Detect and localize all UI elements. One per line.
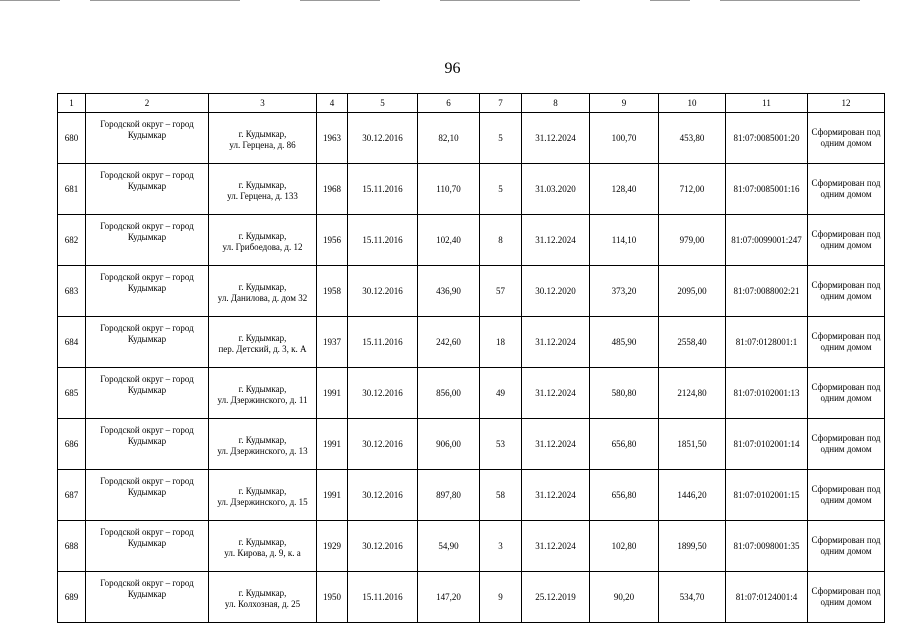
survey-date-cell: 15.11.2016 xyxy=(348,572,418,623)
status-cell: Сформирован под одним домом xyxy=(808,470,885,521)
register-table xyxy=(57,93,885,623)
build-year-cell: 1950 xyxy=(317,572,348,623)
build-year-cell: 1929 xyxy=(317,521,348,572)
area-value-cell: 110,70 xyxy=(418,164,480,215)
area-value-cell: 242,60 xyxy=(418,317,480,368)
column-header: 6 xyxy=(418,94,480,113)
value-col9-cell: 102,80 xyxy=(590,521,659,572)
area-value-cell: 856,00 xyxy=(418,368,480,419)
build-year-cell: 1991 xyxy=(317,470,348,521)
area-value-cell: 82,10 xyxy=(418,113,480,164)
residents-count-cell: 5 xyxy=(480,113,522,164)
value-col10-cell: 2095,00 xyxy=(659,266,726,317)
cadastral-number-cell: 81:07:0102001:13 xyxy=(726,368,808,419)
table-row xyxy=(58,572,885,623)
address-city: г. Кудымкар, xyxy=(238,435,287,445)
address-cell xyxy=(209,266,317,317)
status-cell: Сформирован под одним домом xyxy=(808,164,885,215)
scan-top-edge xyxy=(0,0,905,2)
address-cell xyxy=(209,470,317,521)
address-city: г. Кудымкар, xyxy=(238,333,287,343)
address-street: ул. Герцена, д. 133 xyxy=(227,191,298,201)
status-cell: Сформирован под одним домом xyxy=(808,572,885,623)
planned-date-cell: 31.12.2024 xyxy=(522,113,590,164)
row-number-cell: 685 xyxy=(58,368,86,419)
build-year-cell: 1963 xyxy=(317,113,348,164)
planned-date-cell: 31.03.2020 xyxy=(522,164,590,215)
column-header: 2 xyxy=(86,94,209,113)
row-number-cell: 687 xyxy=(58,470,86,521)
value-col9-cell: 373,20 xyxy=(590,266,659,317)
value-col9-cell: 656,80 xyxy=(590,419,659,470)
residents-count-cell: 18 xyxy=(480,317,522,368)
value-col10-cell: 712,00 xyxy=(659,164,726,215)
residents-count-cell: 5 xyxy=(480,164,522,215)
value-col9-cell: 128,40 xyxy=(590,164,659,215)
address-cell xyxy=(209,368,317,419)
address-street: ул. Кирова, д. 9, к. а xyxy=(224,548,301,558)
survey-date-cell: 30.12.2016 xyxy=(348,419,418,470)
survey-date-cell: 30.12.2016 xyxy=(348,368,418,419)
column-header: 7 xyxy=(480,94,522,113)
cadastral-number-cell: 81:07:0102001:14 xyxy=(726,419,808,470)
address-cell xyxy=(209,419,317,470)
value-col10-cell: 2558,40 xyxy=(659,317,726,368)
address-cell xyxy=(209,215,317,266)
municipality-cell: Городской округ – город Кудымкар xyxy=(86,215,209,266)
build-year-cell: 1958 xyxy=(317,266,348,317)
municipality-cell: Городской округ – город Кудымкар xyxy=(86,266,209,317)
municipality-cell: Городской округ – город Кудымкар xyxy=(86,470,209,521)
residents-count-cell: 58 xyxy=(480,470,522,521)
address-city: г. Кудымкар, xyxy=(238,384,287,394)
value-col10-cell: 2124,80 xyxy=(659,368,726,419)
address-street: ул. Колхозная, д. 25 xyxy=(224,599,301,609)
table-row xyxy=(58,317,885,368)
area-value-cell: 147,20 xyxy=(418,572,480,623)
status-cell: Сформирован под одним домом xyxy=(808,215,885,266)
value-col9-cell: 100,70 xyxy=(590,113,659,164)
planned-date-cell: 31.12.2024 xyxy=(522,470,590,521)
address-city: г. Кудымкар, xyxy=(238,180,287,190)
row-number-cell: 688 xyxy=(58,521,86,572)
address-cell xyxy=(209,113,317,164)
cadastral-number-cell: 81:07:0128001:1 xyxy=(726,317,808,368)
address-city: г. Кудымкар, xyxy=(238,486,287,496)
residents-count-cell: 57 xyxy=(480,266,522,317)
residents-count-cell: 53 xyxy=(480,419,522,470)
value-col9-cell: 485,90 xyxy=(590,317,659,368)
value-col10-cell: 979,00 xyxy=(659,215,726,266)
column-number-row xyxy=(58,94,885,113)
address-cell xyxy=(209,521,317,572)
value-col9-cell: 656,80 xyxy=(590,470,659,521)
row-number-cell: 689 xyxy=(58,572,86,623)
row-number-cell: 681 xyxy=(58,164,86,215)
municipality-cell: Городской округ – город Кудымкар xyxy=(86,419,209,470)
cadastral-number-cell: 81:07:0099001:247 xyxy=(726,215,808,266)
register-rows xyxy=(58,113,885,623)
cadastral-number-cell: 81:07:0085001:16 xyxy=(726,164,808,215)
address-city: г. Кудымкар, xyxy=(238,537,287,547)
table-row xyxy=(58,521,885,572)
status-cell: Сформирован под одним домом xyxy=(808,419,885,470)
planned-date-cell: 31.12.2024 xyxy=(522,521,590,572)
survey-date-cell: 30.12.2016 xyxy=(348,113,418,164)
planned-date-cell: 25.12.2019 xyxy=(522,572,590,623)
table-row xyxy=(58,368,885,419)
table-row xyxy=(58,470,885,521)
column-header: 12 xyxy=(808,94,885,113)
planned-date-cell: 31.12.2024 xyxy=(522,317,590,368)
residents-count-cell: 8 xyxy=(480,215,522,266)
value-col10-cell: 1446,20 xyxy=(659,470,726,521)
address-cell xyxy=(209,164,317,215)
status-cell: Сформирован под одним домом xyxy=(808,266,885,317)
survey-date-cell: 15.11.2016 xyxy=(348,317,418,368)
area-value-cell: 906,00 xyxy=(418,419,480,470)
value-col9-cell: 114,10 xyxy=(590,215,659,266)
residents-count-cell: 9 xyxy=(480,572,522,623)
address-city: г. Кудымкар, xyxy=(238,282,287,292)
table-row xyxy=(58,113,885,164)
municipality-cell: Городской округ – город Кудымкар xyxy=(86,368,209,419)
build-year-cell: 1937 xyxy=(317,317,348,368)
status-cell: Сформирован под одним домом xyxy=(808,368,885,419)
address-street: пер. Детский, д. 3, к. А xyxy=(218,344,307,354)
area-value-cell: 54,90 xyxy=(418,521,480,572)
column-header: 3 xyxy=(209,94,317,113)
address-city: г. Кудымкар, xyxy=(238,588,287,598)
cadastral-number-cell: 81:07:0085001:20 xyxy=(726,113,808,164)
survey-date-cell: 15.11.2016 xyxy=(348,164,418,215)
planned-date-cell: 31.12.2024 xyxy=(522,419,590,470)
municipality-cell: Городской округ – город Кудымкар xyxy=(86,113,209,164)
column-header: 4 xyxy=(317,94,348,113)
survey-date-cell: 30.12.2016 xyxy=(348,266,418,317)
column-header: 1 xyxy=(58,94,86,113)
address-city: г. Кудымкар, xyxy=(238,129,287,139)
cadastral-number-cell: 81:07:0098001:35 xyxy=(726,521,808,572)
area-value-cell: 897,80 xyxy=(418,470,480,521)
status-cell: Сформирован под одним домом xyxy=(808,317,885,368)
column-header: 8 xyxy=(522,94,590,113)
survey-date-cell: 30.12.2016 xyxy=(348,521,418,572)
row-number-cell: 680 xyxy=(58,113,86,164)
build-year-cell: 1968 xyxy=(317,164,348,215)
value-col10-cell: 1899,50 xyxy=(659,521,726,572)
value-col10-cell: 534,70 xyxy=(659,572,726,623)
address-street: ул. Грибоедова, д. 12 xyxy=(222,242,303,252)
address-city: г. Кудымкар, xyxy=(238,231,287,241)
cadastral-number-cell: 81:07:0088002:21 xyxy=(726,266,808,317)
cadastral-number-cell: 81:07:0124001:4 xyxy=(726,572,808,623)
page-number: 96 xyxy=(444,60,461,77)
address-street: ул. Дзержинского, д. 13 xyxy=(217,446,308,456)
row-number-cell: 683 xyxy=(58,266,86,317)
column-header: 9 xyxy=(590,94,659,113)
municipality-cell: Городской округ – город Кудымкар xyxy=(86,521,209,572)
address-street: ул. Дзержинского, д. 11 xyxy=(217,395,308,405)
value-col9-cell: 580,80 xyxy=(590,368,659,419)
row-number-cell: 684 xyxy=(58,317,86,368)
column-header: 5 xyxy=(348,94,418,113)
value-col10-cell: 1851,50 xyxy=(659,419,726,470)
table-row xyxy=(58,266,885,317)
address-street: ул. Дзержинского, д. 15 xyxy=(217,497,308,507)
cadastral-number-cell: 81:07:0102001:15 xyxy=(726,470,808,521)
planned-date-cell: 31.12.2024 xyxy=(522,368,590,419)
planned-date-cell: 30.12.2020 xyxy=(522,266,590,317)
address-cell xyxy=(209,317,317,368)
row-number-cell: 682 xyxy=(58,215,86,266)
municipality-cell: Городской округ – город Кудымкар xyxy=(86,164,209,215)
status-cell: Сформирован под одним домом xyxy=(808,113,885,164)
planned-date-cell: 31.12.2024 xyxy=(522,215,590,266)
build-year-cell: 1991 xyxy=(317,368,348,419)
area-value-cell: 436,90 xyxy=(418,266,480,317)
municipality-cell: Городской округ – город Кудымкар xyxy=(86,572,209,623)
survey-date-cell: 30.12.2016 xyxy=(348,470,418,521)
address-street: ул. Герцена, д. 86 xyxy=(229,140,296,150)
build-year-cell: 1956 xyxy=(317,215,348,266)
survey-date-cell: 15.11.2016 xyxy=(348,215,418,266)
municipality-cell: Городской округ – город Кудымкар xyxy=(86,317,209,368)
table-row xyxy=(58,164,885,215)
status-cell: Сформирован под одним домом xyxy=(808,521,885,572)
address-street: ул. Данилова, д. дом 32 xyxy=(217,293,308,303)
table-row xyxy=(58,215,885,266)
area-value-cell: 102,40 xyxy=(418,215,480,266)
value-col9-cell: 90,20 xyxy=(590,572,659,623)
column-header: 10 xyxy=(659,94,726,113)
column-header: 11 xyxy=(726,94,808,113)
residents-count-cell: 3 xyxy=(480,521,522,572)
address-cell xyxy=(209,572,317,623)
table-row xyxy=(58,419,885,470)
residents-count-cell: 49 xyxy=(480,368,522,419)
build-year-cell: 1991 xyxy=(317,419,348,470)
value-col10-cell: 453,80 xyxy=(659,113,726,164)
row-number-cell: 686 xyxy=(58,419,86,470)
